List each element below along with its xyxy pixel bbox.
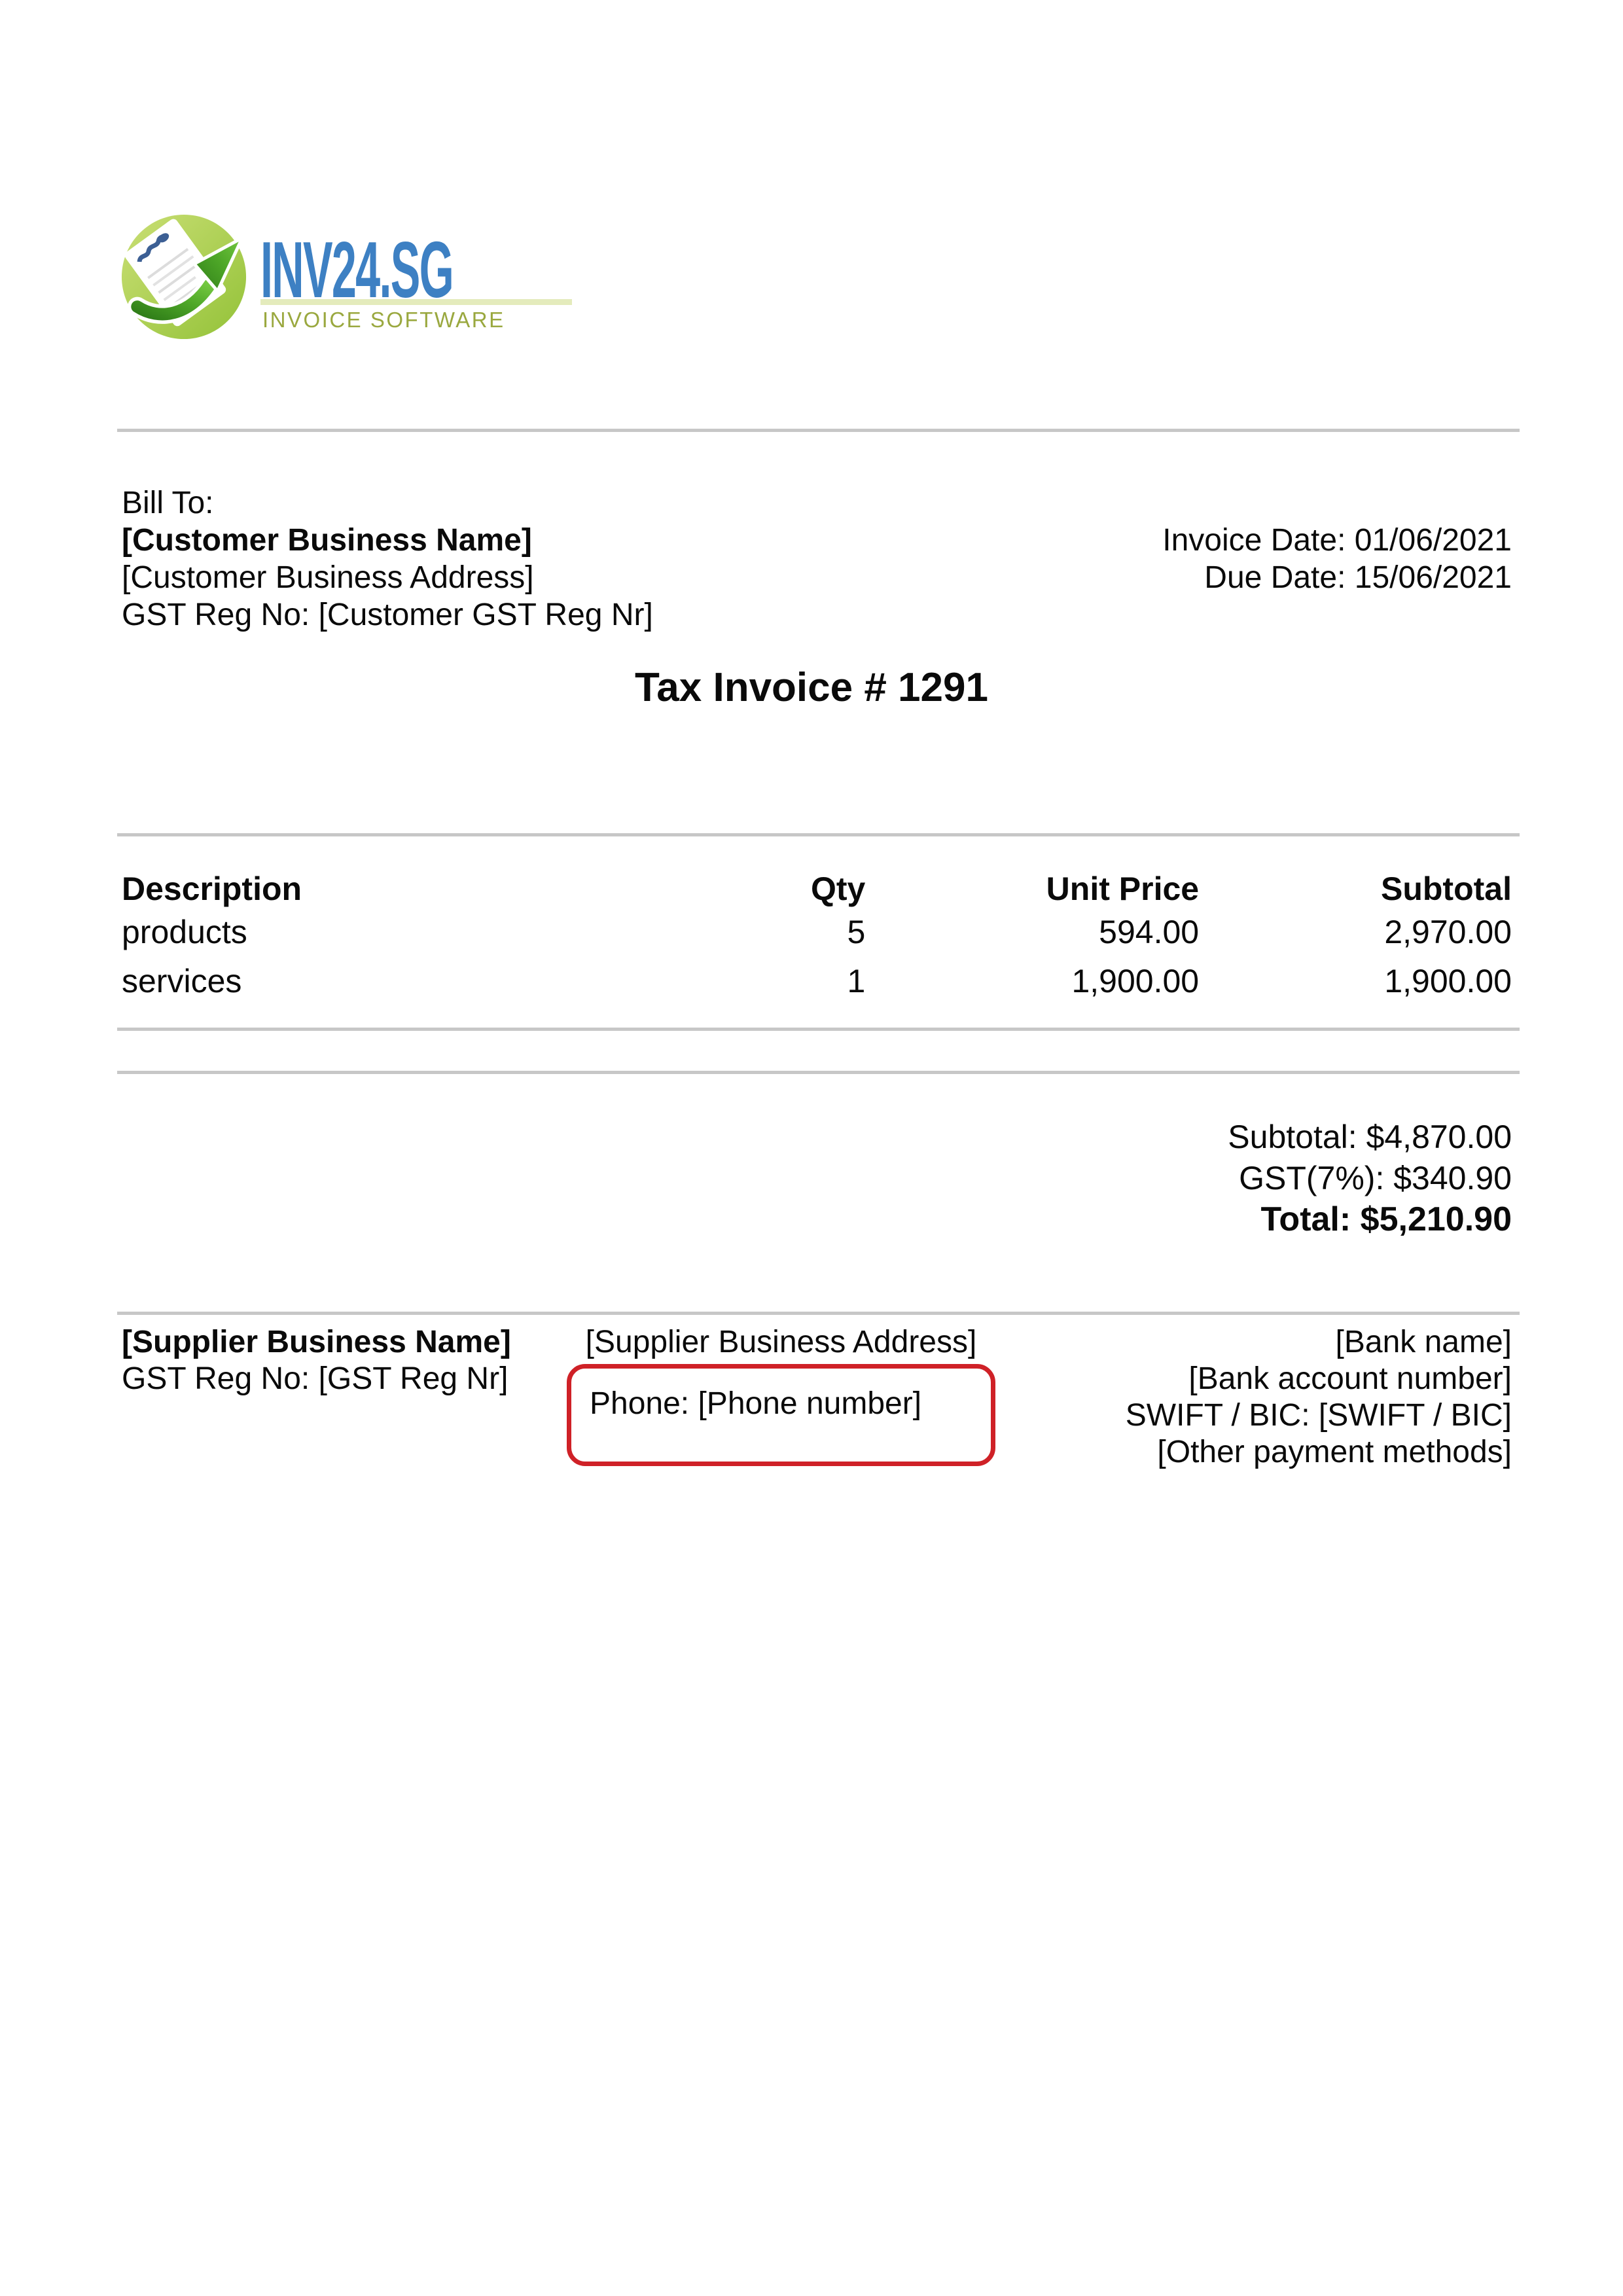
customer-name: [Customer Business Name] [122, 523, 532, 558]
total-value: $5,210.90 [1360, 1200, 1512, 1238]
cell-subtotal: 1,900.00 [1384, 962, 1512, 999]
supplier-phone: Phone: [Phone number] [590, 1386, 922, 1421]
total-label: Total: [1260, 1200, 1351, 1238]
footer-block [122, 1324, 1512, 1471]
total-line [1228, 1199, 1512, 1240]
table-row [122, 956, 1512, 1005]
subtotal-line [1228, 1117, 1512, 1158]
bill-to-label: Bill To: [122, 486, 214, 520]
bill-to-block [122, 484, 653, 634]
bank-account: [Bank account number] [1188, 1361, 1512, 1396]
due-date-label: Due Date: [1204, 560, 1346, 595]
dates-block [1162, 522, 1512, 596]
supplier-address: [Supplier Business Address] [585, 1325, 977, 1359]
supplier-contact-block [567, 1324, 995, 1471]
customer-gst: GST Reg No: [Customer GST Reg Nr] [122, 598, 653, 632]
due-date-value: 15/06/2021 [1354, 560, 1512, 595]
cell-description: products [122, 913, 247, 950]
phone-highlight-box [567, 1364, 995, 1466]
divider-footer [117, 1312, 1520, 1315]
cell-qty: 1 [847, 962, 866, 999]
subtotal-label: Subtotal: [1228, 1119, 1357, 1155]
payment-block [995, 1324, 1512, 1471]
customer-address: [Customer Business Address] [122, 560, 534, 595]
cell-description: services [122, 962, 242, 999]
invoice-date-label: Invoice Date: [1162, 523, 1346, 558]
col-header-subtotal: Subtotal [1380, 870, 1512, 907]
gst-label: GST(7%): [1239, 1160, 1385, 1196]
gst-value: $340.90 [1393, 1160, 1512, 1196]
cell-unit-price: 1,900.00 [1071, 962, 1200, 999]
col-header-qty: Qty [810, 870, 866, 907]
items-table-header [122, 836, 1512, 907]
divider-table-bottom [117, 1028, 1520, 1031]
brand-tagline: INVOICE SOFTWARE [262, 308, 505, 332]
due-date-line [1162, 559, 1512, 596]
divider-totals-top [117, 1071, 1520, 1074]
subtotal-value: $4,870.00 [1366, 1119, 1512, 1155]
brand-name: INV24.SG [260, 225, 454, 314]
col-header-unit-price: Unit Price [1046, 870, 1200, 907]
col-header-description: Description [122, 870, 302, 907]
bank-name: [Bank name] [1335, 1325, 1512, 1359]
supplier-block [122, 1324, 527, 1471]
cell-qty: 5 [847, 913, 866, 950]
invoice-date-value: 01/06/2021 [1354, 523, 1512, 558]
swift-bic: SWIFT / BIC: [SWIFT / BIC] [1125, 1398, 1512, 1433]
divider-top [117, 429, 1520, 432]
supplier-name: [Supplier Business Name] [122, 1325, 511, 1359]
gst-line [1228, 1158, 1512, 1199]
inv24-logo-icon [119, 211, 249, 340]
items-table [122, 836, 1512, 1005]
other-payment-methods: [Other payment methods] [1157, 1435, 1512, 1469]
invoice-title: Tax Invoice # 1291 [635, 665, 988, 710]
cell-subtotal: 2,970.00 [1384, 913, 1512, 950]
cell-unit-price: 594.00 [1099, 913, 1200, 950]
totals-block [1228, 1117, 1512, 1240]
invoice-date-line [1162, 522, 1512, 559]
table-row [122, 907, 1512, 956]
supplier-gst: GST Reg No: [GST Reg Nr] [122, 1361, 508, 1396]
